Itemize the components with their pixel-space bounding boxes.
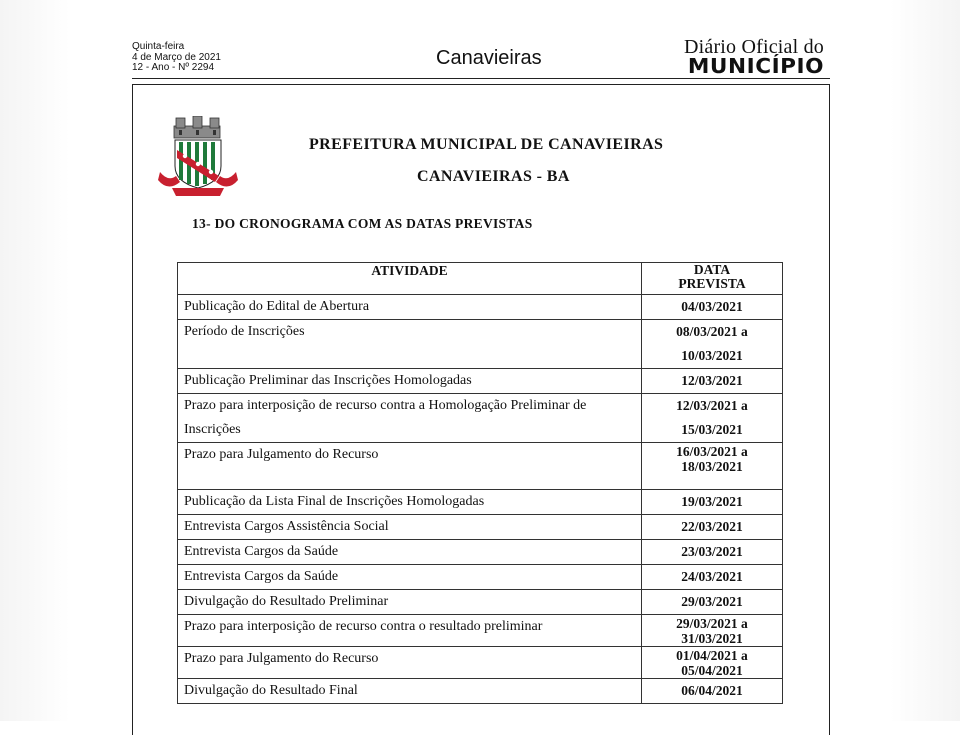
header-date: [642, 263, 783, 295]
gazette-logo: [684, 38, 824, 76]
header-date-line2: PREVISTA: [678, 276, 746, 291]
date-end: 18/03/2021: [681, 459, 743, 474]
date-end: 15/03/2021: [681, 422, 743, 437]
date-cell: 12/03/2021: [642, 369, 783, 394]
header-activity: ATIVIDADE: [178, 263, 642, 295]
activity-cell: Publicação da Lista Final de Inscrições Homologadas: [178, 490, 642, 515]
table-row: [178, 615, 783, 647]
activity-line1: Prazo para interposição de recurso contra a Homologação Preliminar de: [184, 398, 587, 413]
issue-edition: 12 - Ano - Nº 2294: [132, 62, 215, 73]
table-row: [178, 369, 783, 394]
date-cell: 23/03/2021: [642, 540, 783, 565]
gazette-header: [132, 38, 830, 79]
section-title: 13- DO CRONOGRAMA COM AS DATAS PREVISTAS: [192, 216, 533, 231]
table-row: [178, 647, 783, 679]
date-cell: 22/03/2021: [642, 515, 783, 540]
municipal-crest-icon: [158, 116, 238, 198]
date-start: 29/03/2021 a: [676, 616, 748, 631]
date-cell: [642, 443, 783, 490]
document-subtitle: CANAVIEIRAS - BA: [417, 168, 570, 185]
date-start: 08/03/2021 a: [676, 324, 748, 339]
issue-weekday: Quinta-feira: [132, 41, 185, 52]
activity-line2: Inscrições: [184, 422, 241, 437]
header-date-line1: DATA: [693, 262, 731, 277]
activity-cell: Entrevista Cargos da Saúde: [178, 565, 642, 590]
table-header-row: [178, 263, 783, 295]
date-cell: 24/03/2021: [642, 565, 783, 590]
activity-cell: Prazo para Julgamento do Recurso: [178, 647, 642, 679]
table-row: [178, 515, 783, 540]
date-cell: 06/04/2021: [642, 679, 783, 704]
date-cell: [642, 647, 783, 679]
table-row: [178, 590, 783, 615]
table-row: [178, 295, 783, 320]
activity-cell: Entrevista Cargos da Saúde: [178, 540, 642, 565]
table-row: [178, 443, 783, 490]
page-margin-left: [0, 0, 70, 721]
date-cell: [642, 615, 783, 647]
date-cell: 04/03/2021: [642, 295, 783, 320]
table-row: [178, 540, 783, 565]
activity-cell: Publicação Preliminar das Inscrições Homologadas: [178, 369, 642, 394]
date-cell: 29/03/2021: [642, 590, 783, 615]
page-margin-right: [890, 0, 960, 721]
table-row: [178, 394, 783, 443]
date-start: 16/03/2021 a: [676, 444, 748, 459]
activity-cell: Divulgação do Resultado Final: [178, 679, 642, 704]
activity-cell: Prazo para Julgamento do Recurso: [178, 443, 642, 490]
table-row: [178, 679, 783, 704]
date-start: 12/03/2021 a: [676, 398, 748, 413]
city-name: Canavieiras: [436, 47, 542, 69]
date-cell: [642, 394, 783, 443]
activity-cell: Prazo para interposição de recurso contra o resultado preliminar: [178, 615, 642, 647]
document-title: PREFEITURA MUNICIPAL DE CANAVIEIRAS: [309, 136, 664, 153]
date-end: 31/03/2021: [681, 631, 743, 646]
issue-date: 4 de Março de 2021: [132, 51, 221, 63]
activity-cell: Divulgação do Resultado Preliminar: [178, 590, 642, 615]
activity-cell: [178, 394, 642, 443]
activity-cell: Entrevista Cargos Assistência Social: [178, 515, 642, 540]
gazette-logo-top: Diário Oficial do: [683, 36, 824, 58]
activity-cell: Publicação do Edital de Abertura: [178, 295, 642, 320]
date-cell: 19/03/2021: [642, 490, 783, 515]
table-row: [178, 320, 783, 369]
date-cell: [642, 320, 783, 369]
activity-cell: Período de Inscrições: [178, 320, 642, 369]
gazette-logo-bottom: MUNICÍPIO: [687, 54, 824, 78]
date-start: 01/04/2021 a: [676, 648, 748, 663]
table-row: [178, 565, 783, 590]
date-end: 05/04/2021: [681, 663, 743, 678]
table-row: [178, 490, 783, 515]
date-end: 10/03/2021: [681, 348, 743, 363]
issue-info: [132, 42, 221, 74]
schedule-table: [177, 262, 783, 704]
